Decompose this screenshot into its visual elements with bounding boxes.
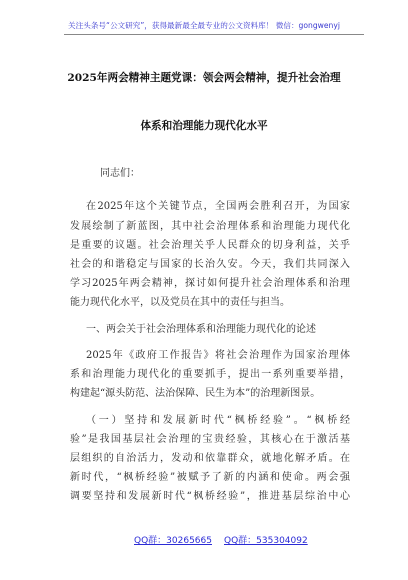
paragraph-line: 是重要的议题。社会治理关乎人民群众的切身利益，关乎 [70, 240, 350, 251]
paragraph-line: （一）坚持和发展新时代“枫桥经验”。“枫桥经 [86, 415, 350, 426]
paragraph-line: 发展绘制了新蓝图，其中社会治理体系和治理能力现代化 [70, 221, 350, 232]
paragraph-line: 学习2025年两会精神，探讨如何提升社会治理体系和治理 [70, 278, 350, 289]
paragraph-line: 层组织的自治活力，发动和依靠群众，就地化解矛盾。在 [70, 453, 350, 464]
paragraph-line: 系和治理能力现代化的重要抓手，提出一系列重要举措， [70, 369, 350, 380]
paragraph-line: 2025年《政府工作报告》将社会治理作为国家治理体 [86, 350, 350, 361]
document-title-line-2: 体系和治理能力现代化水平 [140, 120, 268, 132]
paragraph-line: 调要坚持和发展新时代“枫桥经验”，推进基层综治中心 [70, 491, 350, 502]
qq-group-link-1[interactable]: QQ群：30265665 [134, 536, 212, 546]
paragraph-line: 社会的和谐稳定与国家的长治久安。今天，我们共同深入 [70, 259, 350, 270]
salutation: 同志们： [100, 168, 140, 179]
paragraph-line: 在2025年这个关键节点，全国两会胜利召开，为国家 [86, 201, 350, 212]
paragraph-line: 构建起“源头防范、法治保障、民生为本”的治理新图景。 [70, 388, 321, 399]
paragraph-line: 验”是我国基层社会治理的宝贵经验，其核心在于激活基 [70, 434, 350, 445]
footer [0, 533, 408, 547]
section-heading: 一、两会关于社会治理体系和治理能力现代化的论述 [86, 324, 316, 335]
header-divider [64, 34, 364, 35]
qq-group-link-2[interactable]: QQ群：535304092 [224, 536, 308, 546]
paragraph-line: 能力现代化水平，以及党员在其中的责任与担当。 [70, 297, 290, 308]
document-title-line-1: 2025年两会精神主题党课：领会两会精神，提升社会治理 [67, 72, 341, 84]
paragraph-line: 新时代，“枫桥经验”被赋予了新的内涵和使命。两会强 [70, 472, 350, 483]
header-banner[interactable]: 关注头条号“公文研究”，获得最新最全最专业的公文资料库！ 微信：gongwenyj [68, 21, 340, 30]
